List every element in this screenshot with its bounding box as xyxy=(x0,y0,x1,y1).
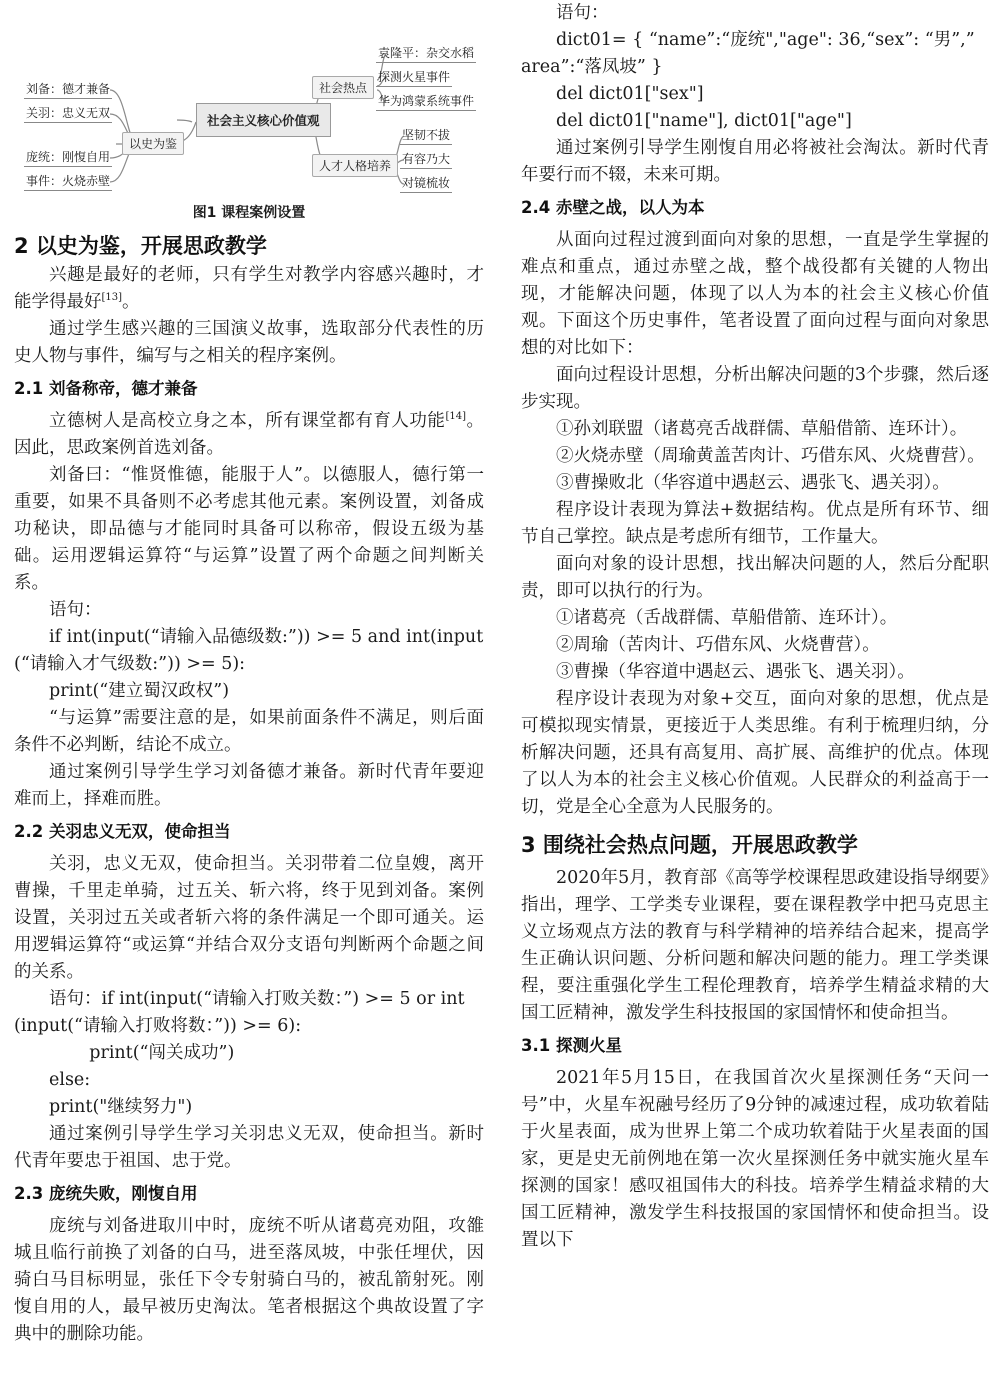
paragraph: 通过案例引导学生学习刘备德才兼备。新时代青年要迎难而上，择难而胜。 xyxy=(14,762,484,809)
code-line: (input(“请输入打败将数：”)) >= 6): xyxy=(14,1016,302,1036)
paragraph: 2020年5月，教育部《高等学校课程思政建设指导纲要》指出，理学、工学类专业课程，要在课程教学中把马克思主义立场观点方法的教育与科学精神的培养结合起来，提高学生正确认识问题、分析问题和解决问题的能力。理工学类课程，要注重强化学生工程伦理教育，培养学生精益求精的大国工匠精神，激发学生科技报国的家国情怀和使命担当。 xyxy=(521,868,989,1023)
mind-map-leaf: 关羽：忠义无双 xyxy=(24,104,112,123)
subsection-heading: 2.1 刘备称帝，德才兼备 xyxy=(14,379,198,398)
mind-map-leaf: 华为鸿蒙系统事件 xyxy=(376,92,476,111)
paragraph: “与运算”需要注意的是，如果前面条件不满足，则后面条件不必判断，结论不成立。 xyxy=(14,708,484,755)
code-line: del dict01["sex"] xyxy=(556,84,704,104)
paragraph: 面向对象的设计思想，找出解决问题的人，然后分配职责，即可以执行的行为。 xyxy=(521,554,989,601)
left-column xyxy=(14,0,484,1348)
mind-map-leaf: 袁隆平：杂交水稻 xyxy=(376,44,476,63)
subsection-heading: 3.1 探测火星 xyxy=(521,1036,622,1055)
code-label: 语句： xyxy=(49,600,102,620)
paragraph: 立德树人是高校立身之本，所有课堂都有育人功能[14]。因此，思政案例首选刘备。 xyxy=(14,411,485,458)
code-line: del dict01["name"], dict01["age"] xyxy=(556,111,852,131)
mind-map-branch-talent: 人才人格培养 xyxy=(312,154,398,177)
code-line: print(“闯关成功”) xyxy=(89,1043,235,1063)
paragraph: 面向过程设计思想，分析出解决问题的3个步骤，然后逐步实现。 xyxy=(521,365,989,412)
mind-map-branch-history: 以史为鉴 xyxy=(122,132,184,155)
right-column xyxy=(521,0,989,1254)
paragraph: 兴趣是最好的老师，只有学生对教学内容感兴趣时，才能学得最好[13]。 xyxy=(14,265,484,312)
code-line: print(“建立蜀汉政权”) xyxy=(49,681,230,701)
figure-caption: 图1 课程案例设置 xyxy=(192,205,306,221)
paragraph: 庞统与刘备进取川中时，庞统不听从诸葛亮劝阻，攻雒城且临行前换了刘备的白马，进至落凤坡，中张任埋伏，因骑白马目标明显，张任下令专射骑白马的，被乱箭射死。刚愎自用的人，最早被历史淘汰。笔者根据这个典故设置了字典中的删除功能。 xyxy=(14,1216,484,1344)
paragraph: 通过案例引导学生学习关羽忠义无双，使命担当。新时代青年要忠于祖国、忠于党。 xyxy=(14,1124,484,1171)
subsection-heading: 2.4 赤壁之战，以人为本 xyxy=(521,198,705,217)
paragraph: ①孙刘联盟（诸葛亮舌战群儒、草船借箭、连环计）。 xyxy=(556,419,968,439)
code-line: else: xyxy=(49,1070,91,1090)
paragraph: ③曹操败北（华容道中遇赵云、遇张飞、遇关羽）。 xyxy=(556,473,950,493)
mind-map-leaf: 有容乃大 xyxy=(400,150,452,169)
paragraph: ③曹操（华容道中遇赵云、遇张飞、遇关羽）。 xyxy=(556,662,915,682)
paragraph: 2021年5月15日，在我国首次火星探测任务“天问一号”中，火星车祝融号经历了9分钟的减速过程，成功软着陆于火星表面，成为世界上第二个成功软着陆于火星表面的国家，更是史无前例地在第一次火星探测任务中就实施火星车探测的国家！感叹祖国伟大的科技。培养学生精益求精的大国工匠精神，激发学生科技报国的家国情怀和使命担当。设置以下 xyxy=(521,1068,989,1250)
paragraph: 通过学生感兴趣的三国演义故事，选取部分代表性的历史人物与事件，编写与之相关的程序案例。 xyxy=(14,319,484,366)
paragraph: 刘备曰：“惟贤惟德，能服于人”。以德服人，德行第一重要，如果不具备则不必考虑其他元素。案例设置，刘备成功秘诀，即品德与才能同时具备可以称帝，假设五级为基础。运用逻辑运算符“与运算”设置了两个命题之间判断关系。 xyxy=(14,465,484,593)
paragraph: ②周瑜（苦肉计、巧借东风、火烧曹营）。 xyxy=(556,635,880,655)
code-label: 语句： xyxy=(556,3,609,23)
code-line: 语句：if int(input(“请输入打败关数：”) >= 5 or int xyxy=(49,989,465,1009)
subsection-heading: 2.3 庞统失败，刚愎自用 xyxy=(14,1184,198,1203)
code-line: if int(input(“请输入品德级数:”)) >= 5 and int(input xyxy=(49,627,484,647)
code-line: (“请输入才气级数:”)) >= 5): xyxy=(14,654,246,674)
paragraph: 通过案例引导学生刚愎自用必将被社会淘汰。新时代青年要行而不辍，未来可期。 xyxy=(521,138,989,185)
subsection-heading: 2.2 关羽忠义无双，使命担当 xyxy=(14,822,231,841)
paragraph: 关羽，忠义无双，使命担当。关羽带着二位皇嫂，离开曹操，千里走单骑，过五关、斩六将，终于见到刘备。案例设置，关羽过五关或者斩六将的条件满足一个即可通关。运用逻辑运算符“或运算“并结合双分支语句判断两个命题之间的关系。 xyxy=(14,854,484,982)
paragraph: 程序设计表现为算法+数据结构。优点是所有环节、细节自己掌控。缺点是考虑所有细节，工作量大。 xyxy=(521,500,989,547)
mind-map-leaf: 事件：火烧赤壁 xyxy=(24,172,112,191)
mind-map-leaf: 探测火星事件 xyxy=(376,68,452,87)
mind-map-leaf: 对镜梳妆 xyxy=(400,174,452,193)
paragraph: ②火烧赤壁（周瑜黄盖苦肉计、巧借东风、火烧曹营）。 xyxy=(556,446,985,466)
section-heading: 3 围绕社会热点问题，开展思政教学 xyxy=(521,833,858,857)
code-line: dict01= { “name”:“庞统","age": 36,“sex”: “男”,” xyxy=(556,30,975,50)
mind-map-figure xyxy=(14,10,484,198)
paragraph: 程序设计表现为对象+交互，面向对象的思想，优点是可模拟现实情景，更接近于人类思维。有利于梳理归纳，分析解决问题，还具有高复用、高扩展、高维护的优点。体现了以人为本的社会主义核心价值观。人民群众的利益高于一切，党是全心全意为人民服务的。 xyxy=(521,689,989,817)
code-line: area”:“落凤坡” } xyxy=(521,57,663,77)
mind-map-leaf: 刘备：德才兼备 xyxy=(24,80,112,99)
mind-map-branch-social: 社会热点 xyxy=(312,76,374,99)
section-heading: 2 以史为鉴，开展思政教学 xyxy=(14,234,267,258)
paragraph: 从面向过程过渡到面向对象的思想，一直是学生掌握的难点和重点，通过赤壁之战，整个战役都有关键的人物出现，才能解决问题，体现了以人为本的社会主义核心价值观。下面这个历史事件，笔者设置了面向过程与面向对象思想的对比如下： xyxy=(521,230,989,358)
mind-map-leaf: 庞统：刚愎自用 xyxy=(24,148,112,167)
mind-map-center: 社会主义核心价值观 xyxy=(196,103,331,137)
mind-map-leaf: 坚韧不拔 xyxy=(400,126,452,145)
code-line: print("继续努力") xyxy=(49,1097,193,1117)
paragraph: ①诸葛亮（舌战群儒、草船借箭、连环计）。 xyxy=(556,608,898,628)
